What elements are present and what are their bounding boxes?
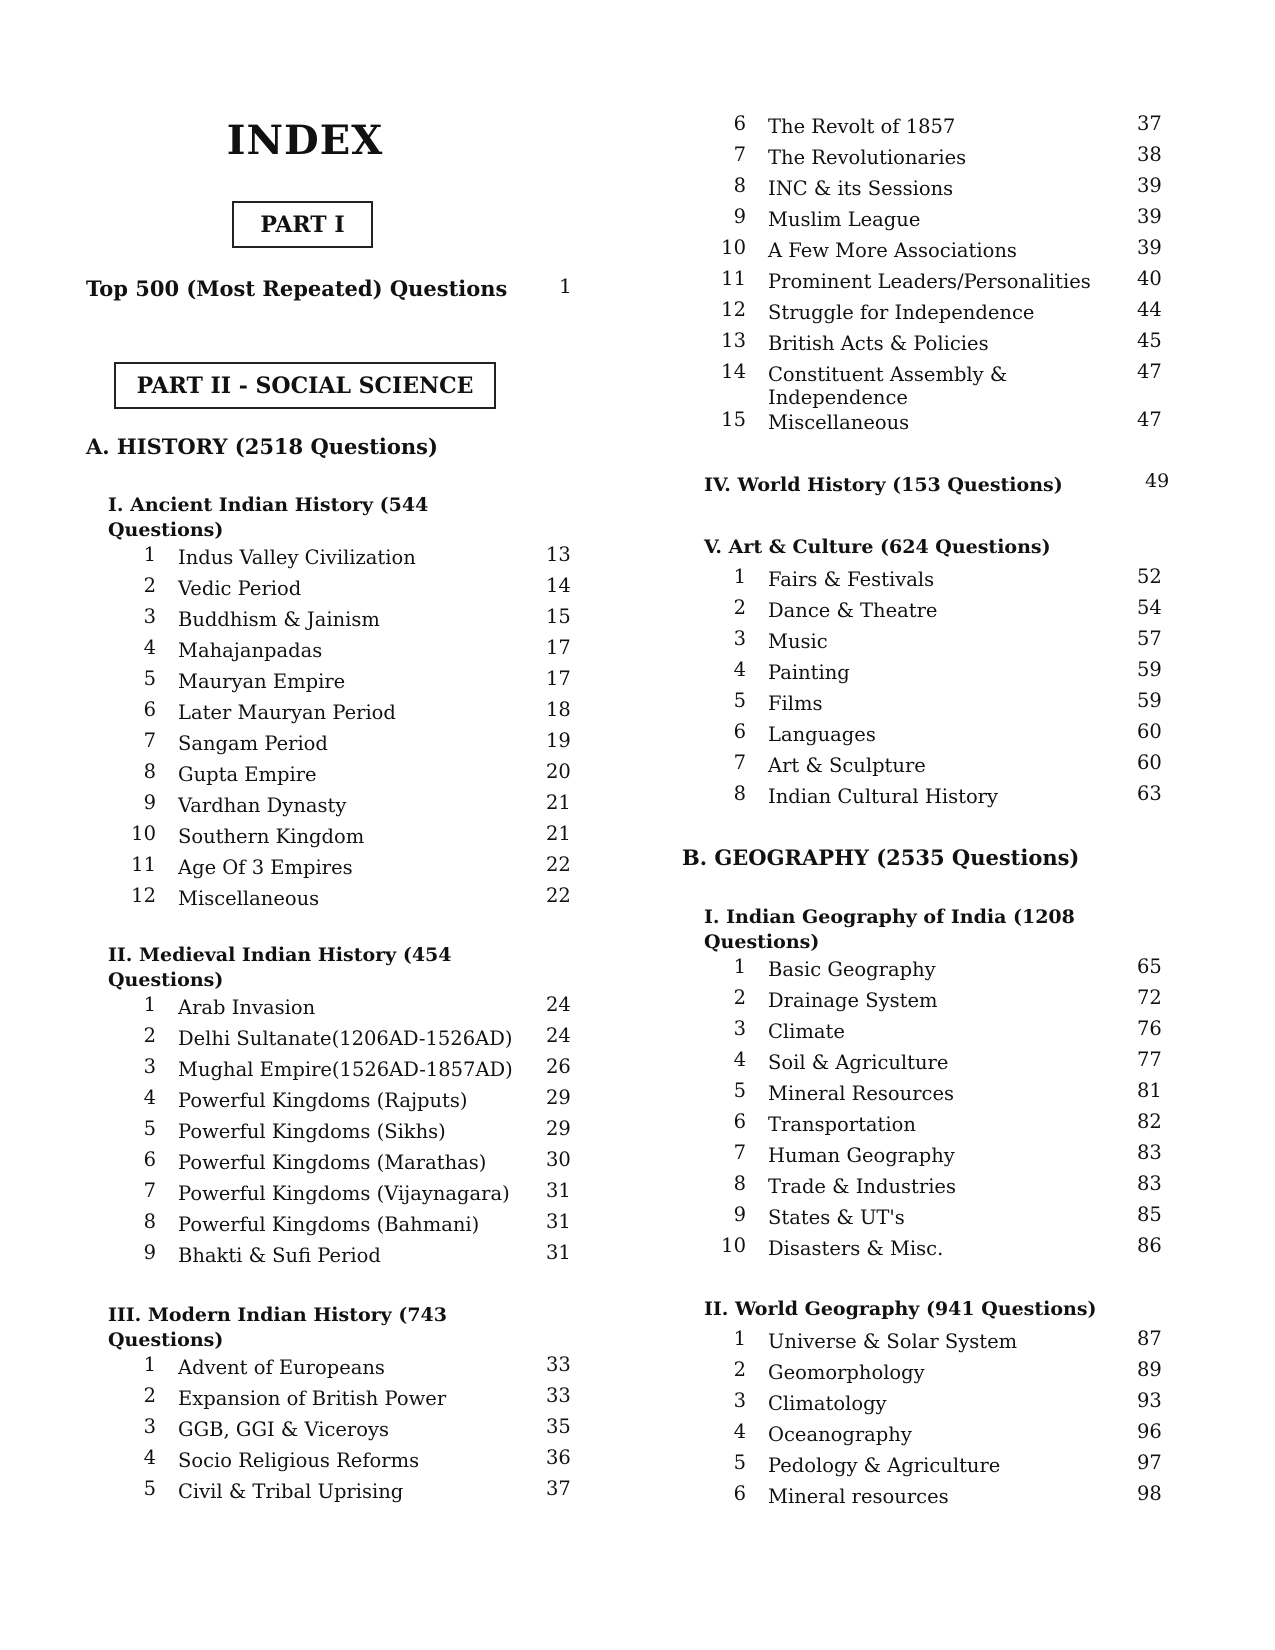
entry-label: Art & Sculpture bbox=[768, 754, 926, 777]
entry-label: Arab Invasion bbox=[178, 996, 316, 1019]
entry-number: 6 bbox=[143, 1148, 156, 1171]
entry-label: Advent of Europeans bbox=[178, 1356, 385, 1379]
index-entry bbox=[592, 1110, 1192, 1141]
entry-page: 14 bbox=[546, 574, 571, 597]
entry-label: Vedic Period bbox=[178, 577, 302, 600]
entry-label: British Acts & Policies bbox=[768, 332, 989, 355]
index-entry bbox=[0, 1241, 600, 1272]
entry-page: 39 bbox=[1137, 236, 1162, 259]
top500-label: Top 500 (Most Repeated) Questions bbox=[86, 276, 508, 301]
entry-number: 5 bbox=[733, 689, 746, 712]
entry-number: 1 bbox=[143, 543, 156, 566]
entry-page: 65 bbox=[1137, 955, 1162, 978]
entry-number: 15 bbox=[721, 408, 746, 431]
entry-page: 44 bbox=[1137, 298, 1162, 321]
index-entry bbox=[0, 574, 600, 605]
index-entry bbox=[592, 782, 1192, 813]
entry-number: 7 bbox=[733, 751, 746, 774]
entry-label: GGB, GGI & Viceroys bbox=[178, 1418, 390, 1441]
entry-number: 1 bbox=[143, 993, 156, 1016]
entry-label: Southern Kingdom bbox=[178, 825, 365, 848]
entry-number: 7 bbox=[143, 729, 156, 752]
entry-page: 15 bbox=[546, 605, 571, 628]
index-entry bbox=[592, 658, 1192, 689]
entry-number: 5 bbox=[143, 1477, 156, 1500]
art-list bbox=[592, 565, 1192, 813]
index-entry bbox=[0, 1086, 600, 1117]
entry-number: 4 bbox=[733, 658, 746, 681]
world-geo-heading: II. World Geography (941 Questions) bbox=[704, 1298, 1097, 1320]
index-entry bbox=[0, 760, 600, 791]
entry-label: Mineral Resources bbox=[768, 1082, 955, 1105]
index-entry bbox=[592, 627, 1192, 658]
entry-page: 83 bbox=[1137, 1172, 1162, 1195]
entry-label: Mineral resources bbox=[768, 1485, 949, 1508]
entry-label: Socio Religious Reforms bbox=[178, 1449, 420, 1472]
entry-page: 18 bbox=[546, 698, 571, 721]
entry-number: 3 bbox=[733, 627, 746, 650]
entry-number: 5 bbox=[733, 1079, 746, 1102]
entry-page: 19 bbox=[546, 729, 571, 752]
entry-page: 29 bbox=[546, 1086, 571, 1109]
entry-label: Delhi Sultanate(1206AD-1526AD) bbox=[178, 1027, 513, 1050]
entry-number: 3 bbox=[143, 1055, 156, 1078]
medieval-heading: II. Medieval Indian History (454 Questions) bbox=[108, 944, 452, 991]
entry-number: 13 bbox=[721, 329, 746, 352]
indian-geo-heading: I. Indian Geography of India (1208 Questions) bbox=[704, 906, 1075, 953]
modern-list-left bbox=[0, 1353, 600, 1508]
entry-number: 4 bbox=[733, 1420, 746, 1443]
entry-number: 11 bbox=[131, 853, 156, 876]
index-entry bbox=[0, 1353, 600, 1384]
entry-number: 7 bbox=[143, 1179, 156, 1202]
ancient-heading: I. Ancient Indian History (544 Questions) bbox=[108, 494, 429, 541]
entry-number: 3 bbox=[733, 1389, 746, 1412]
entry-label: Constituent Assembly & Independence bbox=[768, 363, 1008, 409]
entry-number: 9 bbox=[733, 1203, 746, 1226]
index-entry bbox=[0, 729, 600, 760]
entry-label: Miscellaneous bbox=[768, 411, 910, 434]
index-entry bbox=[592, 1451, 1192, 1482]
entry-page: 17 bbox=[546, 667, 571, 690]
entry-page: 22 bbox=[546, 853, 571, 876]
entry-page: 97 bbox=[1137, 1451, 1162, 1474]
entry-label: Powerful Kingdoms (Vijaynagara) bbox=[178, 1182, 510, 1205]
index-entry bbox=[592, 1420, 1192, 1451]
entry-label: Languages bbox=[768, 723, 876, 746]
entry-page: 89 bbox=[1137, 1358, 1162, 1381]
entry-label: Gupta Empire bbox=[178, 763, 317, 786]
index-entry bbox=[592, 112, 1192, 143]
entry-label: Mahajanpadas bbox=[178, 639, 323, 662]
index-entry bbox=[592, 751, 1192, 782]
entry-number: 7 bbox=[733, 143, 746, 166]
entry-label: Fairs & Festivals bbox=[768, 568, 935, 591]
part1-heading: PART I bbox=[232, 201, 373, 248]
entry-number: 8 bbox=[143, 1210, 156, 1233]
entry-label: Climate bbox=[768, 1020, 845, 1043]
entry-page: 59 bbox=[1137, 689, 1162, 712]
entry-number: 2 bbox=[143, 1384, 156, 1407]
index-entry bbox=[0, 1415, 600, 1446]
entry-number: 1 bbox=[143, 1353, 156, 1376]
entry-page: 31 bbox=[546, 1241, 571, 1264]
entry-number: 10 bbox=[721, 236, 746, 259]
index-entry bbox=[0, 1477, 600, 1508]
index-entry bbox=[0, 884, 600, 915]
entry-number: 3 bbox=[143, 605, 156, 628]
index-entry bbox=[592, 720, 1192, 751]
world-history-heading: IV. World History (153 Questions) bbox=[704, 474, 1063, 496]
entry-number: 9 bbox=[143, 791, 156, 814]
index-entry bbox=[0, 1055, 600, 1086]
index-entry bbox=[592, 1141, 1192, 1172]
entry-page: 26 bbox=[546, 1055, 571, 1078]
entry-label: Climatology bbox=[768, 1392, 887, 1415]
entry-page: 76 bbox=[1137, 1017, 1162, 1040]
entry-label: Pedology & Agriculture bbox=[768, 1454, 1001, 1477]
index-entry bbox=[592, 689, 1192, 720]
entry-number: 6 bbox=[733, 112, 746, 135]
entry-number: 11 bbox=[721, 267, 746, 290]
entry-page: 33 bbox=[546, 1384, 571, 1407]
entry-label: Human Geography bbox=[768, 1144, 955, 1167]
entry-number: 6 bbox=[733, 1482, 746, 1505]
index-entry bbox=[0, 1024, 600, 1055]
entry-page: 54 bbox=[1137, 596, 1162, 619]
entry-label: Mughal Empire(1526AD-1857AD) bbox=[178, 1058, 513, 1081]
index-entry bbox=[592, 565, 1192, 596]
index-entry bbox=[592, 1482, 1192, 1513]
entry-label: INC & its Sessions bbox=[768, 177, 954, 200]
entry-page: 98 bbox=[1137, 1482, 1162, 1505]
entry-page: 82 bbox=[1137, 1110, 1162, 1133]
index-entry bbox=[592, 1079, 1192, 1110]
entry-number: 2 bbox=[733, 986, 746, 1009]
entry-label: Transportation bbox=[768, 1113, 916, 1136]
index-entry bbox=[592, 1017, 1192, 1048]
entry-number: 4 bbox=[143, 636, 156, 659]
entry-label: Powerful Kingdoms (Marathas) bbox=[178, 1151, 487, 1174]
entry-label: States & UT's bbox=[768, 1206, 905, 1229]
entry-label: Universe & Solar System bbox=[768, 1330, 1018, 1353]
modern-list-right bbox=[592, 112, 1192, 439]
entry-label: Indian Cultural History bbox=[768, 785, 999, 808]
entry-label: Geomorphology bbox=[768, 1361, 925, 1384]
entry-number: 5 bbox=[143, 1117, 156, 1140]
index-entry bbox=[0, 698, 600, 729]
entry-number: 4 bbox=[733, 1048, 746, 1071]
modern-heading: III. Modern Indian History (743 Questions) bbox=[108, 1304, 447, 1351]
entry-number: 10 bbox=[131, 822, 156, 845]
entry-page: 52 bbox=[1137, 565, 1162, 588]
entry-page: 20 bbox=[546, 760, 571, 783]
entry-page: 35 bbox=[546, 1415, 571, 1438]
entry-page: 57 bbox=[1137, 627, 1162, 650]
entry-page: 21 bbox=[546, 791, 571, 814]
index-entry bbox=[592, 205, 1192, 236]
entry-page: 13 bbox=[546, 543, 571, 566]
entry-page: 85 bbox=[1137, 1203, 1162, 1226]
index-entry bbox=[592, 955, 1192, 986]
entry-number: 1 bbox=[733, 955, 746, 978]
entry-label: Powerful Kingdoms (Bahmani) bbox=[178, 1213, 480, 1236]
index-entry bbox=[592, 267, 1192, 298]
entry-number: 4 bbox=[143, 1446, 156, 1469]
entry-page: 37 bbox=[1137, 112, 1162, 135]
entry-label: Struggle for Independence bbox=[768, 301, 1035, 324]
index-entry bbox=[0, 791, 600, 822]
entry-page: 21 bbox=[546, 822, 571, 845]
entry-number: 8 bbox=[733, 782, 746, 805]
index-entry bbox=[592, 1327, 1192, 1358]
index-entry bbox=[592, 986, 1192, 1017]
entry-label: Miscellaneous bbox=[178, 887, 320, 910]
index-entry bbox=[0, 1210, 600, 1241]
index-entry bbox=[592, 174, 1192, 205]
index-entry bbox=[592, 143, 1192, 174]
entry-label: Age Of 3 Empires bbox=[178, 856, 353, 879]
entry-label: Later Mauryan Period bbox=[178, 701, 396, 724]
entry-number: 3 bbox=[143, 1415, 156, 1438]
page-title: INDEX bbox=[226, 117, 384, 164]
entry-number: 8 bbox=[143, 760, 156, 783]
entry-label: The Revolutionaries bbox=[768, 146, 967, 169]
entry-page: 47 bbox=[1137, 360, 1162, 383]
index-entry bbox=[592, 1203, 1192, 1234]
entry-page: 39 bbox=[1137, 174, 1162, 197]
index-entry bbox=[0, 636, 600, 667]
entry-label: Oceanography bbox=[768, 1423, 912, 1446]
index-entry bbox=[0, 822, 600, 853]
medieval-list bbox=[0, 993, 600, 1272]
entry-label: Music bbox=[768, 630, 828, 653]
index-entry bbox=[592, 1358, 1192, 1389]
entry-page: 77 bbox=[1137, 1048, 1162, 1071]
entry-label: Trade & Industries bbox=[768, 1175, 956, 1198]
index-entry bbox=[592, 236, 1192, 267]
entry-label: Disasters & Misc. bbox=[768, 1237, 944, 1260]
entry-number: 2 bbox=[143, 574, 156, 597]
entry-page: 24 bbox=[546, 993, 571, 1016]
entry-number: 10 bbox=[721, 1234, 746, 1257]
entry-page: 96 bbox=[1137, 1420, 1162, 1443]
entry-label: Painting bbox=[768, 661, 850, 684]
entry-label: Expansion of British Power bbox=[178, 1387, 447, 1410]
index-entry bbox=[0, 1384, 600, 1415]
part2-heading: PART II - SOCIAL SCIENCE bbox=[114, 362, 496, 409]
entry-label: Powerful Kingdoms (Rajputs) bbox=[178, 1089, 468, 1112]
index-entry bbox=[592, 1172, 1192, 1203]
entry-number: 1 bbox=[733, 1327, 746, 1350]
index-entry bbox=[592, 408, 1192, 439]
entry-number: 6 bbox=[143, 698, 156, 721]
entry-number: 2 bbox=[143, 1024, 156, 1047]
entry-page: 39 bbox=[1137, 205, 1162, 228]
entry-number: 8 bbox=[733, 174, 746, 197]
entry-page: 37 bbox=[546, 1477, 571, 1500]
entry-label: Buddhism & Jainism bbox=[178, 608, 380, 631]
entry-page: 86 bbox=[1137, 1234, 1162, 1257]
entry-label: A Few More Associations bbox=[768, 239, 1017, 262]
index-entry bbox=[592, 1234, 1192, 1265]
entry-page: 31 bbox=[546, 1210, 571, 1233]
index-entry bbox=[0, 1117, 600, 1148]
entry-page: 47 bbox=[1137, 408, 1162, 431]
entry-label: Dance & Theatre bbox=[768, 599, 938, 622]
geography-heading: B. GEOGRAPHY (2535 Questions) bbox=[682, 845, 1080, 870]
entry-page: 59 bbox=[1137, 658, 1162, 681]
world-geo-list bbox=[592, 1327, 1192, 1513]
ancient-list bbox=[0, 543, 600, 915]
entry-number: 9 bbox=[733, 205, 746, 228]
entry-number: 8 bbox=[733, 1172, 746, 1195]
entry-page: 93 bbox=[1137, 1389, 1162, 1412]
entry-number: 14 bbox=[721, 360, 746, 383]
entry-number: 12 bbox=[721, 298, 746, 321]
entry-page: 72 bbox=[1137, 986, 1162, 1009]
index-entry bbox=[592, 1048, 1192, 1079]
entry-number: 4 bbox=[143, 1086, 156, 1109]
entry-page: 87 bbox=[1137, 1327, 1162, 1350]
entry-page: 22 bbox=[546, 884, 571, 907]
index-entry bbox=[592, 298, 1192, 329]
entry-number: 3 bbox=[733, 1017, 746, 1040]
history-heading: A. HISTORY (2518 Questions) bbox=[86, 434, 438, 459]
entry-page: 60 bbox=[1137, 720, 1162, 743]
entry-label: The Revolt of 1857 bbox=[768, 115, 956, 138]
entry-number: 12 bbox=[131, 884, 156, 907]
index-entry bbox=[592, 360, 1192, 408]
entry-page: 38 bbox=[1137, 143, 1162, 166]
entry-label: Vardhan Dynasty bbox=[178, 794, 347, 817]
index-entry bbox=[592, 329, 1192, 360]
entry-number: 9 bbox=[143, 1241, 156, 1264]
entry-label: Muslim League bbox=[768, 208, 921, 231]
top500-page: 1 bbox=[559, 274, 572, 298]
index-entry bbox=[0, 1446, 600, 1477]
entry-page: 81 bbox=[1137, 1079, 1162, 1102]
entry-number: 1 bbox=[733, 565, 746, 588]
entry-label: Films bbox=[768, 692, 823, 715]
entry-number: 5 bbox=[143, 667, 156, 690]
entry-page: 83 bbox=[1137, 1141, 1162, 1164]
entry-label: Soil & Agriculture bbox=[768, 1051, 949, 1074]
entry-number: 2 bbox=[733, 1358, 746, 1381]
index-entry bbox=[0, 667, 600, 698]
index-entry bbox=[0, 993, 600, 1024]
entry-label: Civil & Tribal Uprising bbox=[178, 1480, 404, 1503]
entry-label: Mauryan Empire bbox=[178, 670, 346, 693]
entry-number: 5 bbox=[733, 1451, 746, 1474]
index-entry bbox=[0, 543, 600, 574]
entry-label: Sangam Period bbox=[178, 732, 328, 755]
entry-label: Bhakti & Sufi Period bbox=[178, 1244, 381, 1267]
entry-page: 30 bbox=[546, 1148, 571, 1171]
art-heading: V. Art & Culture (624 Questions) bbox=[704, 536, 1051, 558]
entry-page: 24 bbox=[546, 1024, 571, 1047]
entry-page: 36 bbox=[546, 1446, 571, 1469]
index-entry bbox=[0, 605, 600, 636]
index-entry bbox=[0, 1179, 600, 1210]
entry-label: Drainage System bbox=[768, 989, 938, 1012]
entry-page: 33 bbox=[546, 1353, 571, 1376]
entry-label: Basic Geography bbox=[768, 958, 936, 981]
world-history-page: 49 bbox=[1145, 470, 1170, 492]
entry-label: Prominent Leaders/Personalities bbox=[768, 270, 1091, 293]
index-entry bbox=[592, 1389, 1192, 1420]
entry-number: 7 bbox=[733, 1141, 746, 1164]
index-entry bbox=[0, 1148, 600, 1179]
indian-geo-list bbox=[592, 955, 1192, 1265]
entry-page: 17 bbox=[546, 636, 571, 659]
entry-number: 2 bbox=[733, 596, 746, 619]
entry-page: 40 bbox=[1137, 267, 1162, 290]
entry-number: 6 bbox=[733, 1110, 746, 1133]
entry-label: Powerful Kingdoms (Sikhs) bbox=[178, 1120, 446, 1143]
index-entry bbox=[592, 596, 1192, 627]
entry-page: 29 bbox=[546, 1117, 571, 1140]
entry-page: 60 bbox=[1137, 751, 1162, 774]
entry-page: 45 bbox=[1137, 329, 1162, 352]
entry-page: 31 bbox=[546, 1179, 571, 1202]
entry-label: Indus Valley Civilization bbox=[178, 546, 416, 569]
entry-number: 6 bbox=[733, 720, 746, 743]
entry-page: 63 bbox=[1137, 782, 1162, 805]
index-entry bbox=[0, 853, 600, 884]
